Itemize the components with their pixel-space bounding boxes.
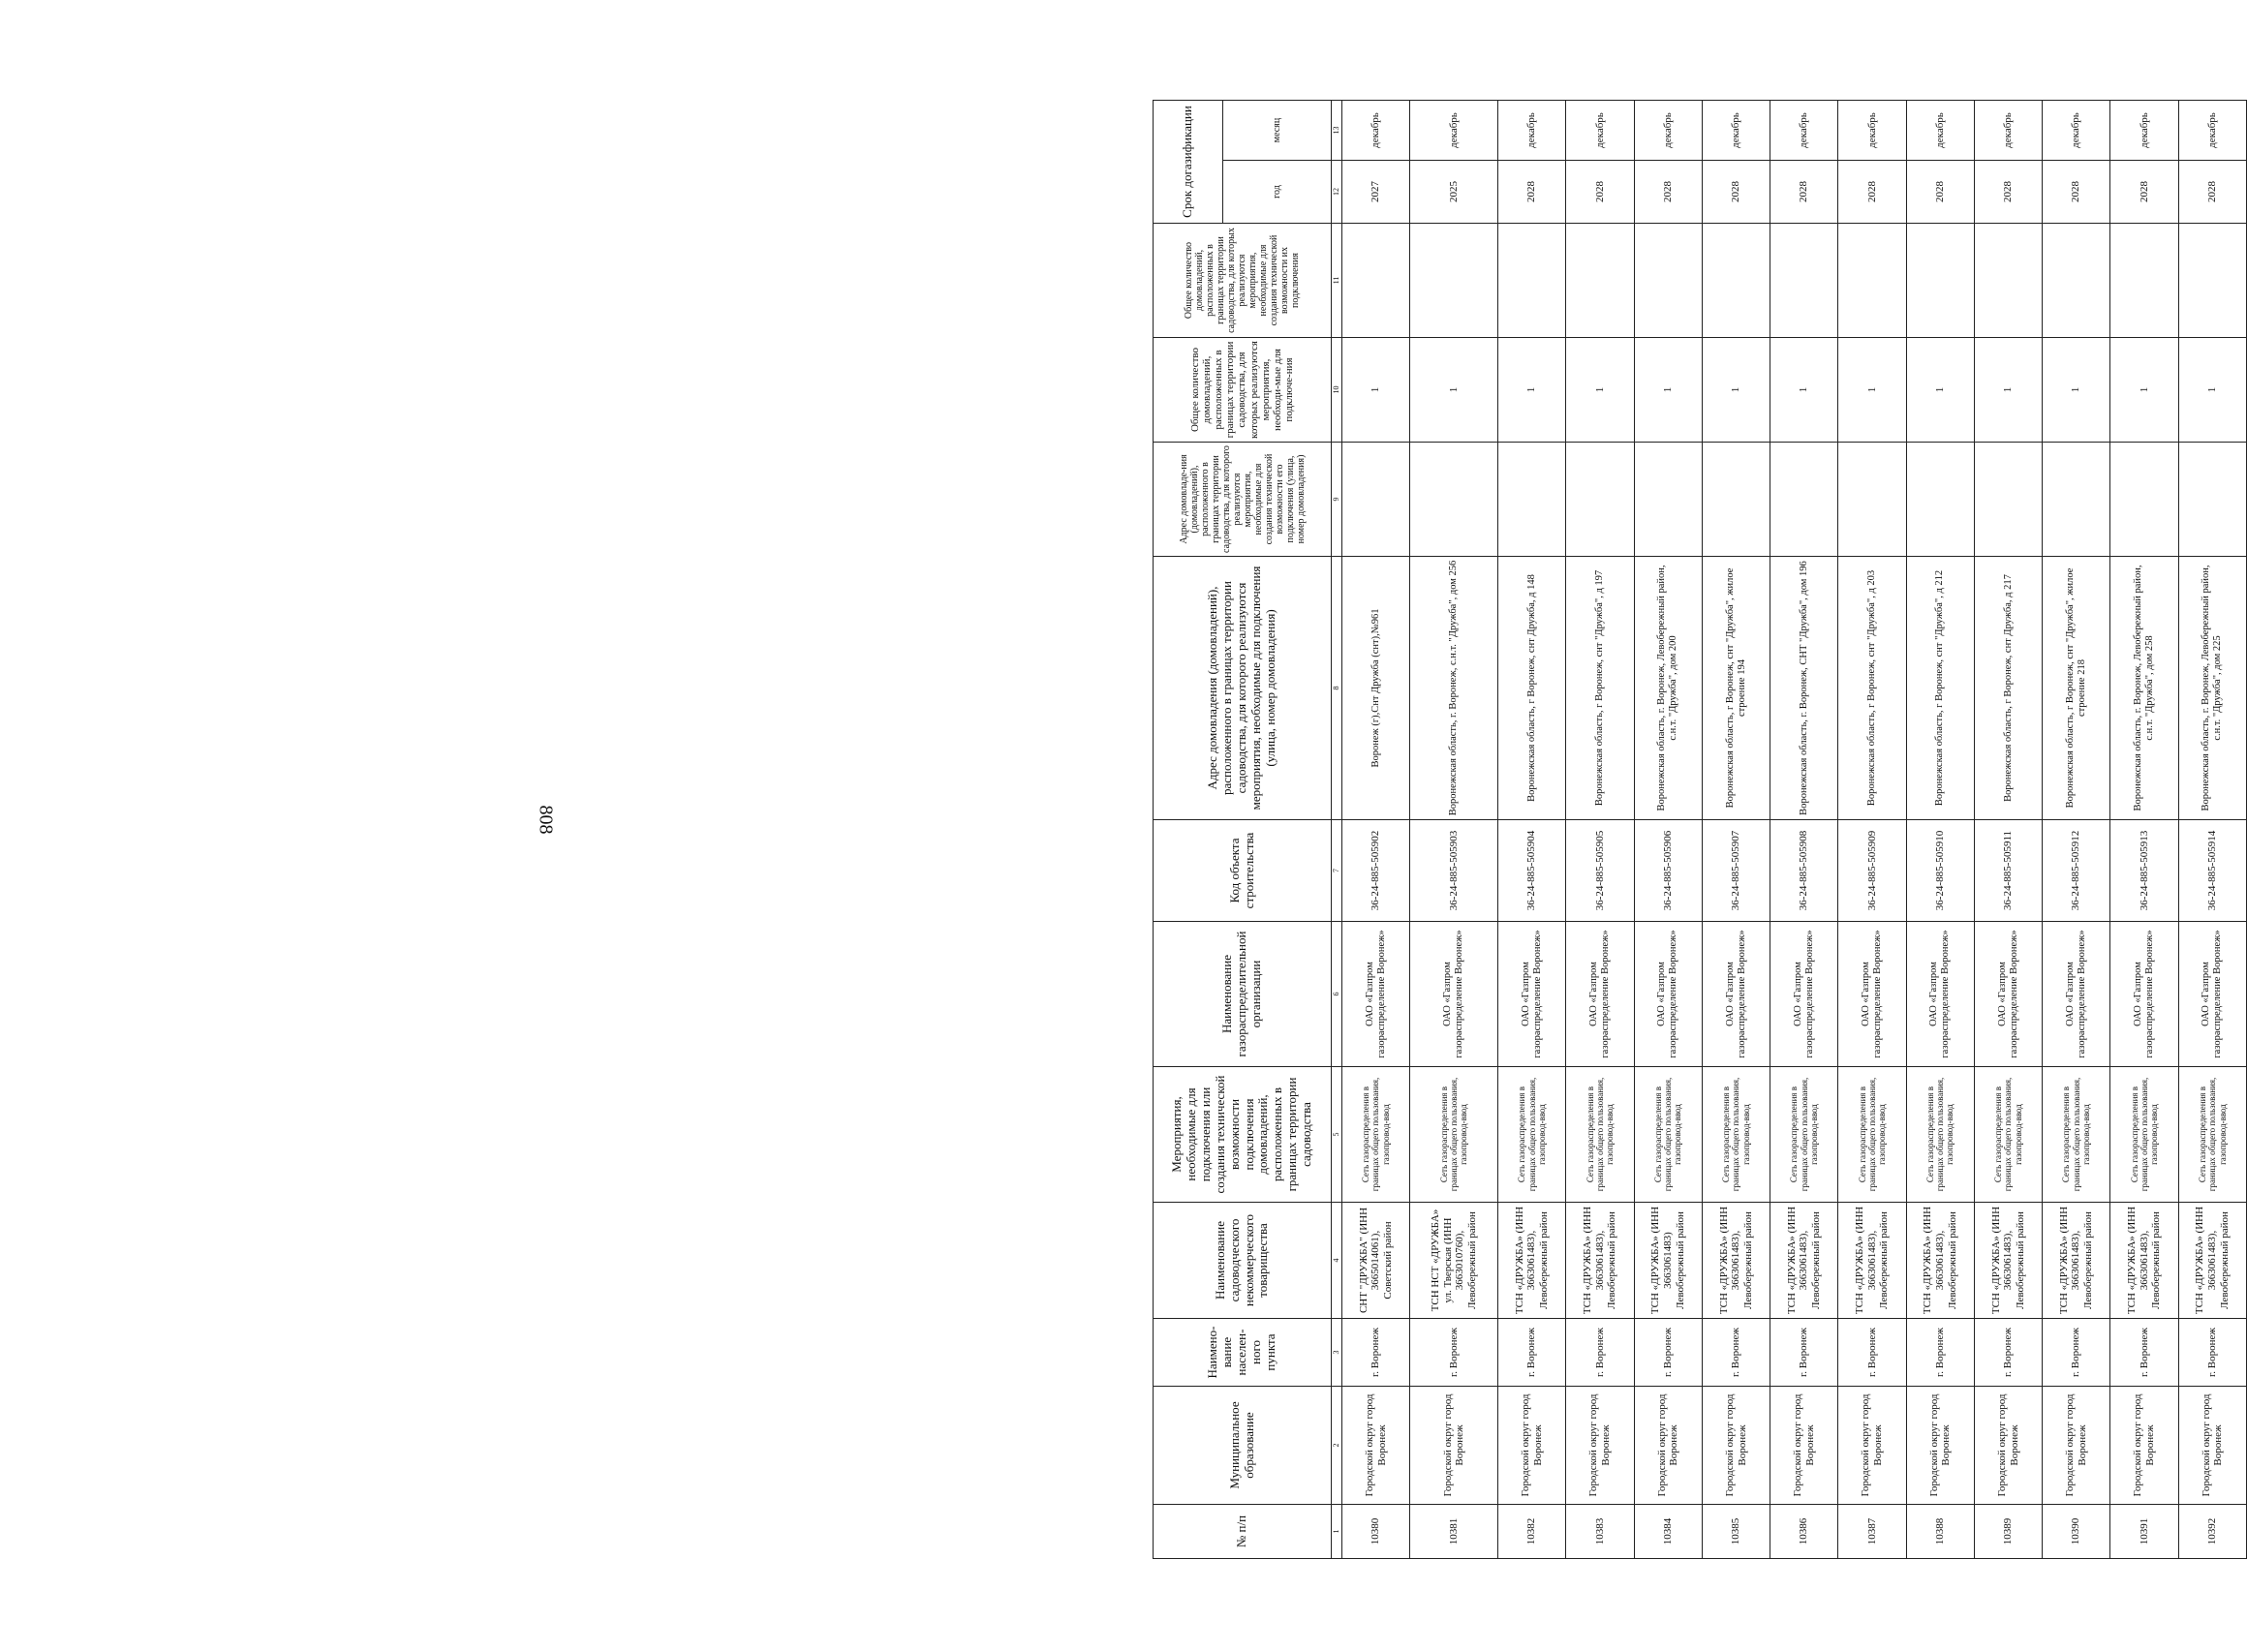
row-number: 10391: [2110, 1505, 2178, 1559]
measures-cell: Сеть газораспределения в границах общего пользования, газопровод-ввод: [2178, 1067, 2246, 1203]
partnership-cell: ТСН «ДРУЖБА» (ИНН 3663061483), Левобережный район: [1498, 1203, 1566, 1319]
object-code-cell: 36-24-885-505913: [2110, 820, 2178, 922]
table-row: [1410, 101, 1498, 1559]
gas-org-cell: ОАО «Газпром газораспределение Воронеж»: [1770, 922, 1838, 1067]
address-tech-cell: [1634, 443, 1702, 557]
partnership-cell: ТСН «ДРУЖБА» (ИНН 3663061483), Левобережный район: [1974, 1203, 2042, 1319]
address-connect-cell: Воронежская область, г. Воронеж, Левобережный район, с.н.т. "Дружба", дом 200: [1634, 557, 1702, 820]
gas-org-cell: ОАО «Газпром газораспределение Воронеж»: [1702, 922, 1770, 1067]
count-connect-cell: 1: [2043, 338, 2110, 443]
measures-cell: Сеть газораспределения в границах общего пользования, газопровод-ввод: [2043, 1067, 2110, 1203]
row-number: 10387: [1838, 1505, 1906, 1559]
deadline-month-cell: декабрь: [1770, 101, 1838, 161]
gas-org-cell: ОАО «Газпром газораспределение Воронеж»: [2178, 922, 2246, 1067]
deadline-year-cell: 2028: [1974, 161, 2042, 224]
table-row: [1342, 101, 1410, 1559]
col-number: 11: [1332, 224, 1342, 338]
address-connect-cell: Воронежская область, г. Воронеж, с.н.т. "Дружба", дом 256: [1410, 557, 1498, 820]
row-number: 10381: [1410, 1505, 1498, 1559]
gas-org-cell: ОАО «Газпром газораспределение Воронеж»: [2043, 922, 2110, 1067]
header-number: № п/п: [1154, 1505, 1332, 1559]
count-connect-cell: 1: [2110, 338, 2178, 443]
count-tech-cell: [1342, 224, 1410, 338]
object-code-cell: 36-24-885-505902: [1342, 820, 1410, 922]
count-connect-cell: 1: [1702, 338, 1770, 443]
municipality-cell: Городской округ город Воронеж: [1566, 1387, 1634, 1505]
count-tech-cell: [2110, 224, 2178, 338]
header-address-tech: Адрес домовладе-ния (домовладений), расположенного в границах территории садоводства, для которого реализуются мероприятия, необходимые для создания технической возможности его подключения (улица, номер домовладения): [1154, 443, 1332, 557]
col-number: 2: [1332, 1387, 1342, 1505]
header-address-connect: Адрес домовладения (домовладений), расположенного в границах территории садоводства, для которого реализуются мероприятия, необходимые для подключения (улица, номер домовладения): [1154, 557, 1332, 820]
address-tech-cell: [2178, 443, 2246, 557]
deadline-year-cell: 2028: [2178, 161, 2246, 224]
partnership-cell: ТСН «ДРУЖБА» (ИНН 3663061483), Левобережный район: [2110, 1203, 2178, 1319]
count-connect-cell: 1: [1906, 338, 1974, 443]
row-number: 10390: [2043, 1505, 2110, 1559]
deadline-month-cell: декабрь: [1974, 101, 2042, 161]
partnership-cell: СНТ "ДРУЖБА" (ИНН 3665014061), Советский район: [1342, 1203, 1410, 1319]
count-tech-cell: [1838, 224, 1906, 338]
deadline-year-cell: 2028: [1906, 161, 1974, 224]
deadline-year-cell: 2028: [1770, 161, 1838, 224]
measures-cell: Сеть газораспределения в границах общего пользования, газопровод-ввод: [1634, 1067, 1702, 1203]
settlement-cell: г. Воронеж: [1906, 1319, 1974, 1387]
partnership-cell: ТСН «ДРУЖБА» (ИНН 3663061483), Левобережный район: [1566, 1203, 1634, 1319]
gas-org-cell: ОАО «Газпром газораспределение Воронеж»: [1342, 922, 1410, 1067]
address-connect-cell: Воронежская область, г Воронеж, снт "Дружба", жилое строение 218: [2043, 557, 2110, 820]
gas-org-cell: ОАО «Газпром газораспределение Воронеж»: [1838, 922, 1906, 1067]
count-connect-cell: 1: [1566, 338, 1634, 443]
count-tech-cell: [1702, 224, 1770, 338]
municipality-cell: Городской округ город Воронеж: [1702, 1387, 1770, 1505]
table-row: [1906, 101, 1974, 1559]
row-number: 10385: [1702, 1505, 1770, 1559]
measures-cell: Сеть газораспределения в границах общего пользования, газопровод-ввод: [1702, 1067, 1770, 1203]
address-tech-cell: [1498, 443, 1566, 557]
municipality-cell: Городской округ город Воронеж: [1906, 1387, 1974, 1505]
table-row: [1702, 101, 1770, 1559]
partnership-cell: ТСН «ДРУЖБА» (ИНН 3663061483) Левобережный район: [1634, 1203, 1702, 1319]
document-sheet: [1153, 101, 2247, 1559]
address-tech-cell: [2043, 443, 2110, 557]
header-settlement: Наимено-вание населен-ного пункта: [1154, 1319, 1332, 1387]
partnership-cell: ТСН «ДРУЖБА» (ИНН 3663061483), Левобережный район: [2178, 1203, 2246, 1319]
settlement-cell: г. Воронеж: [1974, 1319, 2042, 1387]
address-tech-cell: [1906, 443, 1974, 557]
count-connect-cell: 1: [1770, 338, 1838, 443]
table-row: [1974, 101, 2042, 1559]
settlement-cell: г. Воронеж: [2178, 1319, 2246, 1387]
table-row: [2043, 101, 2110, 1559]
count-connect-cell: 1: [1498, 338, 1566, 443]
partnership-cell: ТСН НСТ «ДРУЖБА» ул. Тверская (ИНН 3663010760), Левобережный район: [1410, 1203, 1498, 1319]
count-connect-cell: 1: [1974, 338, 2042, 443]
row-number: 10383: [1566, 1505, 1634, 1559]
col-number: 13: [1332, 101, 1342, 161]
count-connect-cell: 1: [1838, 338, 1906, 443]
col-number: 8: [1332, 557, 1342, 820]
address-connect-cell: Воронежская область, г. Воронеж, Левобережный район, с.н.т. "Дружба", дом 225: [2178, 557, 2246, 820]
settlement-cell: г. Воронеж: [2043, 1319, 2110, 1387]
partnership-cell: ТСН «ДРУЖБА» (ИНН 3663061483), Левобережный район: [2043, 1203, 2110, 1319]
deadline-year-cell: 2028: [1498, 161, 1566, 224]
gas-org-cell: ОАО «Газпром газораспределение Воронеж»: [1566, 922, 1634, 1067]
deadline-year-cell: 2028: [1634, 161, 1702, 224]
address-connect-cell: Воронежская область, г. Воронеж, Левобережный район, с.н.т. "Дружба", дом 258: [2110, 557, 2178, 820]
count-tech-cell: [1974, 224, 2042, 338]
gasification-register-table: [1153, 100, 2247, 1559]
col-number: 3: [1332, 1319, 1342, 1387]
object-code-cell: 36-24-885-505910: [1906, 820, 1974, 922]
column-number-row: [1332, 101, 1342, 1559]
municipality-cell: Городской округ город Воронеж: [2110, 1387, 2178, 1505]
deadline-month-cell: декабрь: [1342, 101, 1410, 161]
deadline-month-cell: декабрь: [2110, 101, 2178, 161]
header-measures: Мероприятия, необходимые для подключения или создания технической возможности подключения домовладений, расположенных в границах территории садоводства: [1154, 1067, 1332, 1203]
measures-cell: Сеть газораспределения в границах общего пользования, газопровод-ввод: [1906, 1067, 1974, 1203]
settlement-cell: г. Воронеж: [1342, 1319, 1410, 1387]
municipality-cell: Городской округ город Воронеж: [1498, 1387, 1566, 1505]
count-tech-cell: [1634, 224, 1702, 338]
settlement-cell: г. Воронеж: [1838, 1319, 1906, 1387]
deadline-year-cell: 2027: [1342, 161, 1410, 224]
address-connect-cell: Воронежская область, г Воронеж, снт "Дружба", д 212: [1906, 557, 1974, 820]
count-tech-cell: [1566, 224, 1634, 338]
address-tech-cell: [2110, 443, 2178, 557]
address-connect-cell: Воронежская область, г Воронеж, снт "Дружба", д 203: [1838, 557, 1906, 820]
municipality-cell: Городской округ город Воронеж: [1770, 1387, 1838, 1505]
address-connect-cell: Воронежская область, г Воронеж, снт "Дружба", жилое строение 194: [1702, 557, 1770, 820]
table-row: [2178, 101, 2246, 1559]
municipality-cell: Городской округ город Воронеж: [1634, 1387, 1702, 1505]
header-month: месяц: [1223, 101, 1332, 161]
address-tech-cell: [1838, 443, 1906, 557]
municipality-cell: Городской округ город Воронеж: [1838, 1387, 1906, 1505]
row-number: 10384: [1634, 1505, 1702, 1559]
col-number: 5: [1332, 1067, 1342, 1203]
municipality-cell: Городской округ город Воронеж: [1342, 1387, 1410, 1505]
row-number: 10380: [1342, 1505, 1410, 1559]
row-number: 10382: [1498, 1505, 1566, 1559]
address-connect-cell: Воронежская область, г. Воронеж, СНТ "Дружба", дом 196: [1770, 557, 1838, 820]
gas-org-cell: ОАО «Газпром газораспределение Воронеж»: [1634, 922, 1702, 1067]
count-tech-cell: [1906, 224, 1974, 338]
address-connect-cell: Воронежская область, г Воронеж, снт Дружба, д 148: [1498, 557, 1566, 820]
address-tech-cell: [1974, 443, 2042, 557]
gas-org-cell: ОАО «Газпром газораспределение Воронеж»: [1410, 922, 1498, 1067]
partnership-cell: ТСН «ДРУЖБА» (ИНН 3663061483), Левобережный район: [1906, 1203, 1974, 1319]
col-number: 12: [1332, 161, 1342, 224]
address-connect-cell: Воронежская область, г Воронеж, снт "Дружба", д 197: [1566, 557, 1634, 820]
gas-org-cell: ОАО «Газпром газораспределение Воронеж»: [2110, 922, 2178, 1067]
row-number: 10389: [1974, 1505, 2042, 1559]
settlement-cell: г. Воронеж: [1498, 1319, 1566, 1387]
header-count-connect: Общее количество домовладений, расположенных в границах территории садоводства, для которых реализуются мероприятия, необходи-мые для подключе-ния: [1154, 338, 1332, 443]
count-connect-cell: 1: [1342, 338, 1410, 443]
header-count-tech: Общее количество домовладений, расположенных в границах территории садоводства, для которых реализуются мероприятия, необходимые для создания технической возможности их подключения: [1154, 224, 1332, 338]
col-number: 1: [1332, 1505, 1342, 1559]
deadline-year-cell: 2028: [1702, 161, 1770, 224]
address-tech-cell: [1770, 443, 1838, 557]
municipality-cell: Городской округ город Воронеж: [2178, 1387, 2246, 1505]
municipality-cell: Городской округ город Воронеж: [1974, 1387, 2042, 1505]
address-tech-cell: [1342, 443, 1410, 557]
header-gas-org: Наименование газораспределительной организации: [1154, 922, 1332, 1067]
row-number: 10388: [1906, 1505, 1974, 1559]
object-code-cell: 36-24-885-505909: [1838, 820, 1906, 922]
deadline-year-cell: 2028: [1566, 161, 1634, 224]
settlement-cell: г. Воронеж: [1702, 1319, 1770, 1387]
measures-cell: Сеть газораспределения в границах общего пользования, газопровод-ввод: [1342, 1067, 1410, 1203]
deadline-month-cell: декабрь: [2043, 101, 2110, 161]
col-number: 4: [1332, 1203, 1342, 1319]
col-number: 9: [1332, 443, 1342, 557]
settlement-cell: г. Воронеж: [1770, 1319, 1838, 1387]
municipality-cell: Городской округ город Воронеж: [2043, 1387, 2110, 1505]
settlement-cell: г. Воронеж: [2110, 1319, 2178, 1387]
address-connect-cell: Воронеж (г),Снт Дружба (снт),№961: [1342, 557, 1410, 820]
col-number: 6: [1332, 922, 1342, 1067]
col-number: 7: [1332, 820, 1342, 922]
table-row: [2110, 101, 2178, 1559]
measures-cell: Сеть газораспределения в границах общего пользования, газопровод-ввод: [1838, 1067, 1906, 1203]
table-row: [1838, 101, 1906, 1559]
row-number: 10392: [2178, 1505, 2246, 1559]
gas-org-cell: ОАО «Газпром газораспределение Воронеж»: [1498, 922, 1566, 1067]
deadline-month-cell: декабрь: [1566, 101, 1634, 161]
deadline-year-cell: 2028: [2043, 161, 2110, 224]
deadline-month-cell: декабрь: [1498, 101, 1566, 161]
object-code-cell: 36-24-885-505908: [1770, 820, 1838, 922]
settlement-cell: г. Воронеж: [1566, 1319, 1634, 1387]
deadline-month-cell: декабрь: [1634, 101, 1702, 161]
settlement-cell: г. Воронеж: [1410, 1319, 1498, 1387]
object-code-cell: 36-24-885-505904: [1498, 820, 1566, 922]
measures-cell: Сеть газораспределения в границах общего пользования, газопровод-ввод: [1410, 1067, 1498, 1203]
measures-cell: Сеть газораспределения в границах общего пользования, газопровод-ввод: [1974, 1067, 2042, 1203]
measures-cell: Сеть газораспределения в границах общего пользования, газопровод-ввод: [1498, 1067, 1566, 1203]
header-deadline-group: Срок догазификации: [1154, 101, 1223, 224]
count-tech-cell: [1770, 224, 1838, 338]
deadline-year-cell: 2025: [1410, 161, 1498, 224]
object-code-cell: 36-24-885-505911: [1974, 820, 2042, 922]
table-row: [1498, 101, 1566, 1559]
header-partnership: Наименование садоводческого некоммерческого товарищества: [1154, 1203, 1332, 1319]
deadline-month-cell: декабрь: [1838, 101, 1906, 161]
count-connect-cell: 1: [1410, 338, 1498, 443]
header-object-code: Код объекта строительства: [1154, 820, 1332, 922]
deadline-month-cell: декабрь: [1906, 101, 1974, 161]
row-number: 10386: [1770, 1505, 1838, 1559]
header-municipality: Муниципальное образование: [1154, 1387, 1332, 1505]
measures-cell: Сеть газораспределения в границах общего пользования, газопровод-ввод: [1566, 1067, 1634, 1203]
col-number: 10: [1332, 338, 1342, 443]
table-row: [1566, 101, 1634, 1559]
partnership-cell: ТСН «ДРУЖБА» (ИНН 3663061483), Левобережный район: [1770, 1203, 1838, 1319]
table-body: [1342, 101, 2247, 1559]
settlement-cell: г. Воронеж: [1634, 1319, 1702, 1387]
count-connect-cell: 1: [2178, 338, 2246, 443]
measures-cell: Сеть газораспределения в границах общего пользования, газопровод-ввод: [2110, 1067, 2178, 1203]
address-tech-cell: [1410, 443, 1498, 557]
object-code-cell: 36-24-885-505907: [1702, 820, 1770, 922]
count-connect-cell: 1: [1634, 338, 1702, 443]
object-code-cell: 36-24-885-505906: [1634, 820, 1702, 922]
address-tech-cell: [1566, 443, 1634, 557]
table-row: [1770, 101, 1838, 1559]
gas-org-cell: ОАО «Газпром газораспределение Воронеж»: [1974, 922, 2042, 1067]
partnership-cell: ТСН «ДРУЖБА» (ИНН 3663061483), Левобережный район: [1838, 1203, 1906, 1319]
count-tech-cell: [2043, 224, 2110, 338]
object-code-cell: 36-24-885-505905: [1566, 820, 1634, 922]
deadline-month-cell: декабрь: [1410, 101, 1498, 161]
object-code-cell: 36-24-885-505914: [2178, 820, 2246, 922]
table-row: [1634, 101, 1702, 1559]
header-year: год: [1223, 161, 1332, 224]
count-tech-cell: [2178, 224, 2246, 338]
count-tech-cell: [1410, 224, 1498, 338]
object-code-cell: 36-24-885-505903: [1410, 820, 1498, 922]
deadline-month-cell: декабрь: [1702, 101, 1770, 161]
page-number: 808: [535, 805, 557, 835]
count-tech-cell: [1498, 224, 1566, 338]
municipality-cell: Городской округ город Воронеж: [1410, 1387, 1498, 1505]
deadline-year-cell: 2028: [1838, 161, 1906, 224]
address-connect-cell: Воронежская область, г Воронеж, снт Дружба, д 217: [1974, 557, 2042, 820]
deadline-month-cell: декабрь: [2178, 101, 2246, 161]
deadline-year-cell: 2028: [2110, 161, 2178, 224]
address-tech-cell: [1702, 443, 1770, 557]
object-code-cell: 36-24-885-505912: [2043, 820, 2110, 922]
measures-cell: Сеть газораспределения в границах общего пользования, газопровод-ввод: [1770, 1067, 1838, 1203]
gas-org-cell: ОАО «Газпром газораспределение Воронеж»: [1906, 922, 1974, 1067]
partnership-cell: ТСН «ДРУЖБА» (ИНН 3663061483), Левобережный район: [1702, 1203, 1770, 1319]
